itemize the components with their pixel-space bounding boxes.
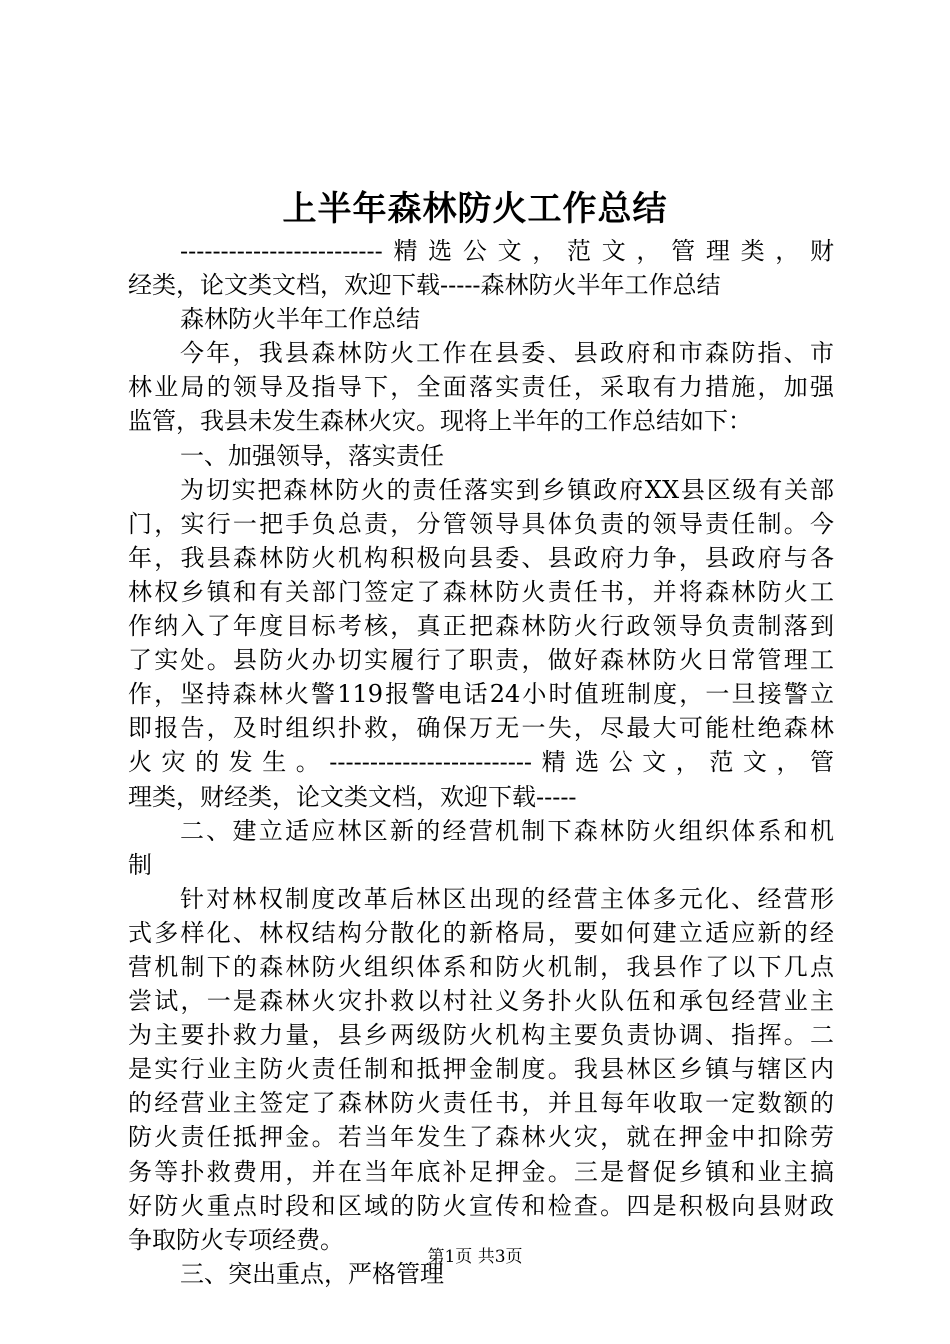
paragraph-line: 制 [128, 850, 152, 879]
paragraph-line: 二、建立适应林区新的经营机制下森林防火组织体系和机 [180, 816, 834, 845]
paragraph-line: 的经营业主签定了森林防火责任书，并且每年收取一定数额的 [128, 1089, 834, 1118]
paragraph-line: 防火责任抵押金。若当年发生了森林火灾，就在押金中扣除劳 [128, 1123, 834, 1152]
paragraph-line: -------------------------精选公文，范文，管理类，财 [180, 237, 834, 265]
paragraph-line: 了实处。县防火办切实履行了职责，做好森林防火日常管理工 [128, 646, 834, 675]
paragraph-line: 监管，我县未发生森林火灾。现将上半年的工作总结如下： [128, 407, 752, 436]
paragraph-line: 即报告，及时组织扑救，确保万无一失，尽最大可能杜绝森林 [128, 714, 834, 743]
paragraph-line: 务等扑救费用，并在当年底补足押金。三是督促乡镇和业主搞 [128, 1157, 834, 1186]
paragraph-line: 为主要扑救力量，县乡两级防火机构主要负责协调、指挥。二 [128, 1021, 834, 1050]
paragraph-line: 年，我县森林防火机构积极向县委、县政府力争，县政府与各 [128, 543, 834, 572]
paragraph-line: 针对林权制度改革后林区出现的经营主体多元化、经营形 [180, 884, 834, 913]
paragraph-line: 作，坚持森林火警119报警电话24小时值班制度，一旦接警立 [128, 680, 834, 709]
paragraph-line: 经类，论文类文档，欢迎下载-----森林防火半年工作总结 [128, 271, 721, 300]
paragraph-line: 一、加强领导，落实责任 [180, 441, 444, 470]
paragraph-line: 森林防火半年工作总结 [180, 305, 420, 334]
paragraph-line: 好防火重点时段和区域的防火宣传和检查。四是积极向县财政 [128, 1191, 834, 1220]
paragraph-line: 争取防火专项经费。 [128, 1225, 344, 1254]
document-title: 上半年森林防火工作总结 [282, 189, 668, 229]
paragraph-line: 是实行业主防火责任制和抵押金制度。我县林区乡镇与辖区内 [128, 1055, 834, 1084]
page-footer: 第1页 共3页 [427, 1247, 523, 1267]
paragraph-line: 营机制下的森林防火组织体系和防火机制，我县作了以下几点 [128, 952, 834, 981]
paragraph-line: 火灾的发生。-------------------------精选公文，范文，管 [128, 748, 834, 777]
paragraph-line: 理类，财经类，论文类文档，欢迎下载----- [128, 782, 577, 811]
paragraph-line: 尝试，一是森林火灾扑救以村社义务扑火队伍和承包经营业主 [128, 987, 834, 1016]
paragraph-line: 林权乡镇和有关部门签定了森林防火责任书，并将森林防火工 [128, 577, 834, 606]
paragraph-line: 今年，我县森林防火工作在县委、县政府和市森防指、市 [180, 339, 834, 368]
paragraph-line: 三、突出重点，严格管理 [180, 1259, 444, 1288]
paragraph-line: 作纳入了年度目标考核，真正把森林防火行政领导负责制落到 [128, 612, 834, 641]
paragraph-line: 为切实把森林防火的责任落实到乡镇政府XX县区级有关部 [180, 475, 834, 504]
document-body [128, 234, 834, 1291]
paragraph-line: 式多样化、林权结构分散化的新格局，要如何建立适应新的经 [128, 918, 834, 947]
paragraph-line: 门，实行一把手负总责，分管领导具体负责的领导责任制。今 [128, 509, 834, 538]
paragraph-line: 林业局的领导及指导下，全面落实责任，采取有力措施，加强 [128, 373, 834, 402]
